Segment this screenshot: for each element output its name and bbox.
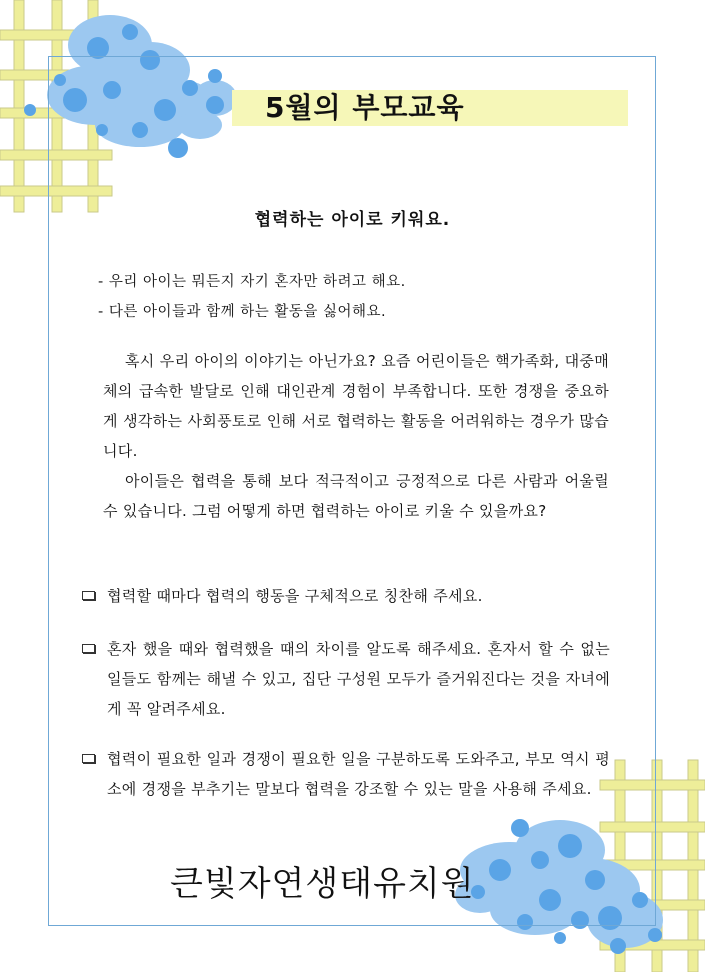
tip-text: 협력할 때마다 협력의 행동을 구체적으로 칭찬해 주세요. — [107, 587, 483, 605]
tip-clip-area — [0, 740, 705, 824]
tip-item — [82, 634, 610, 724]
tip-item — [82, 581, 610, 611]
tip-item — [82, 744, 610, 804]
concern-item: - 우리 아이는 뭐든지 자기 혼자만 하려고 해요. — [98, 274, 406, 290]
kindergarten-name: 큰빛자연생태유치원 — [170, 864, 475, 904]
checkbox-bullet-icon — [82, 754, 95, 763]
page-title: 5월의 부모교육 — [265, 91, 465, 124]
intro-paragraph — [103, 466, 609, 526]
subtitle: 협력하는 아이로 키워요. — [254, 210, 451, 230]
checkbox-bullet-icon — [82, 591, 95, 600]
paragraph-text: 아이들은 협력을 통해 보다 적극적이고 긍정적으로 다른 사람과 어울릴 수 있습니다. 그럼 어떻게 하면 협력하는 아이로 키울 수 있을까요? — [103, 472, 609, 520]
checkbox-bullet-icon — [82, 644, 95, 653]
paragraph-text: 혹시 우리 아이의 이야기는 아닌가요? 요즘 어린이들은 핵가족화, 대중매체의 급속한 발달로 인해 대인관계 경험이 부족합니다. 또한 경쟁을 중요하게 생각하는 사회풍토로 인해 서로 협력하는 활동을 어려워하는 경우가 많습니다. — [103, 352, 609, 460]
tip-text: 협력이 필요한 일과 경쟁이 필요한 일을 구분하도록 도와주고, 부모 역시 평소에 경쟁을 부추기는 말보다 협력을 강조할 수 있는 말을 사용해 주세요. — [107, 750, 610, 798]
tip-text: 혼자 했을 때와 협력했을 때의 차이를 알도록 해주세요. 혼자서 할 수 없는 일들도 함께는 해낼 수 있고, 집단 구성원 모두가 즐거워진다는 것을 자녀에게 꼭 알려주세요. — [107, 640, 610, 718]
intro-paragraph — [103, 346, 609, 466]
concern-item: - 다른 아이들과 함께 하는 활동을 싫어해요. — [98, 304, 387, 320]
